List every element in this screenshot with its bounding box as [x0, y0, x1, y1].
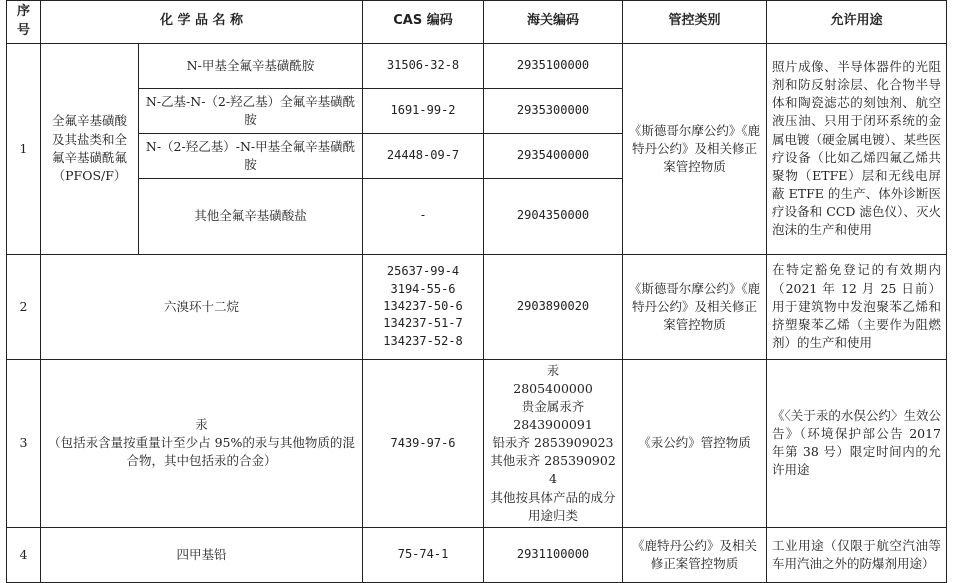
- customs-code: 汞 2805400000 贵金属汞齐 2843900091 铅汞齐 2853909023 其他汞齐 2853909024 其他按具体产品的成分用途归类: [484, 359, 623, 527]
- control-category: 《鹿特丹公约》及相关修正案管控物质: [623, 527, 767, 582]
- chemical-name: N-乙基-N-（2-羟乙基）全氟辛基磺酰胺: [139, 88, 363, 133]
- customs-code: 2935400000: [484, 133, 623, 178]
- cas-number: 24448-09-7: [363, 133, 484, 178]
- permitted-use: 在特定豁免登记的有效期内（2021 年 12 月 25 日前）用于建筑物中发泡聚苯乙烯和挤塑聚苯乙烯（主要作为阻燃剂）的生产和使用: [767, 254, 947, 359]
- customs-code: 2935100000: [484, 43, 623, 88]
- customs-code: 2903890020: [484, 254, 623, 359]
- row-seq: 3: [7, 359, 41, 527]
- header-customs-code: 海关编码: [484, 1, 623, 44]
- cas-number: 25637-99-4 3194-55-6 134237-50-6 134237-51-7 134237-52-8: [363, 254, 484, 359]
- header-permitted-use: 允许用途: [767, 1, 947, 44]
- permitted-use: 照片成像、半导体器件的光阻剂和防反射涂层、化合物半导体和陶瓷滤芯的刻蚀剂、航空液压油、只用于闭环系统的金属电镀（硬金属电镀）、某些医疗设备（比如乙烯四氟乙烯共聚物（ETFE）层和无线电屏蔽 ETFE 的生产、体外诊断医疗设备和 CCD 滤色仪）、灭火泡沫的生产和使用: [767, 43, 947, 254]
- chemical-name: 汞 （包括汞含量按重量计至少占 95%的汞与其他物质的混合物，其中包括汞的合金）: [41, 359, 363, 527]
- cas-number: -: [363, 178, 484, 254]
- header-control-category: 管控类别: [623, 1, 767, 44]
- control-category: 《汞公约》管控物质: [623, 359, 767, 527]
- row-seq: 4: [7, 527, 41, 582]
- table-header-row: [7, 1, 947, 44]
- permitted-use: 工业用途（仅限于航空汽油等车用汽油之外的防爆剂用途）: [767, 527, 947, 582]
- chemical-name: 四甲基铅: [41, 527, 363, 582]
- permitted-use: 《〈关于汞的水俣公约〉生效公告》（环境保护部公告 2017 年第 38 号）限定时间内的允许用途: [767, 359, 947, 527]
- header-chemical-name: 化 学 品 名 称: [41, 1, 363, 44]
- table-row: [7, 254, 947, 359]
- header-cas: CAS 编码: [363, 1, 484, 44]
- cas-number: 31506-32-8: [363, 43, 484, 88]
- table-row: [7, 43, 947, 88]
- table-row: [7, 527, 947, 582]
- chemical-name: N-甲基全氟辛基磺酰胺: [139, 43, 363, 88]
- chemical-name: 六溴环十二烷: [41, 254, 363, 359]
- row-seq: 1: [7, 43, 41, 254]
- cas-number: 75-74-1: [363, 527, 484, 582]
- chemical-group-name: 全氟辛基磺酸及其盐类和全氟辛基磺酰氟（PFOS/F）: [41, 43, 139, 254]
- customs-code: 2931100000: [484, 527, 623, 582]
- chemical-name: 其他全氟辛基磺酸盐: [139, 178, 363, 254]
- customs-code: 2935300000: [484, 88, 623, 133]
- header-seq: 序号: [7, 1, 41, 44]
- control-category: 《斯德哥尔摩公约》《鹿特丹公约》及相关修正案管控物质: [623, 254, 767, 359]
- customs-code: 2904350000: [484, 178, 623, 254]
- chemical-name: N-（2-羟乙基）-N-甲基全氟辛基磺酰胺: [139, 133, 363, 178]
- chemical-control-table: [6, 0, 947, 583]
- control-category: 《斯德哥尔摩公约》《鹿特丹公约》及相关修正案管控物质: [623, 43, 767, 254]
- cas-number: 1691-99-2: [363, 88, 484, 133]
- row-seq: 2: [7, 254, 41, 359]
- cas-number: 7439-97-6: [363, 359, 484, 527]
- table-row: [7, 359, 947, 527]
